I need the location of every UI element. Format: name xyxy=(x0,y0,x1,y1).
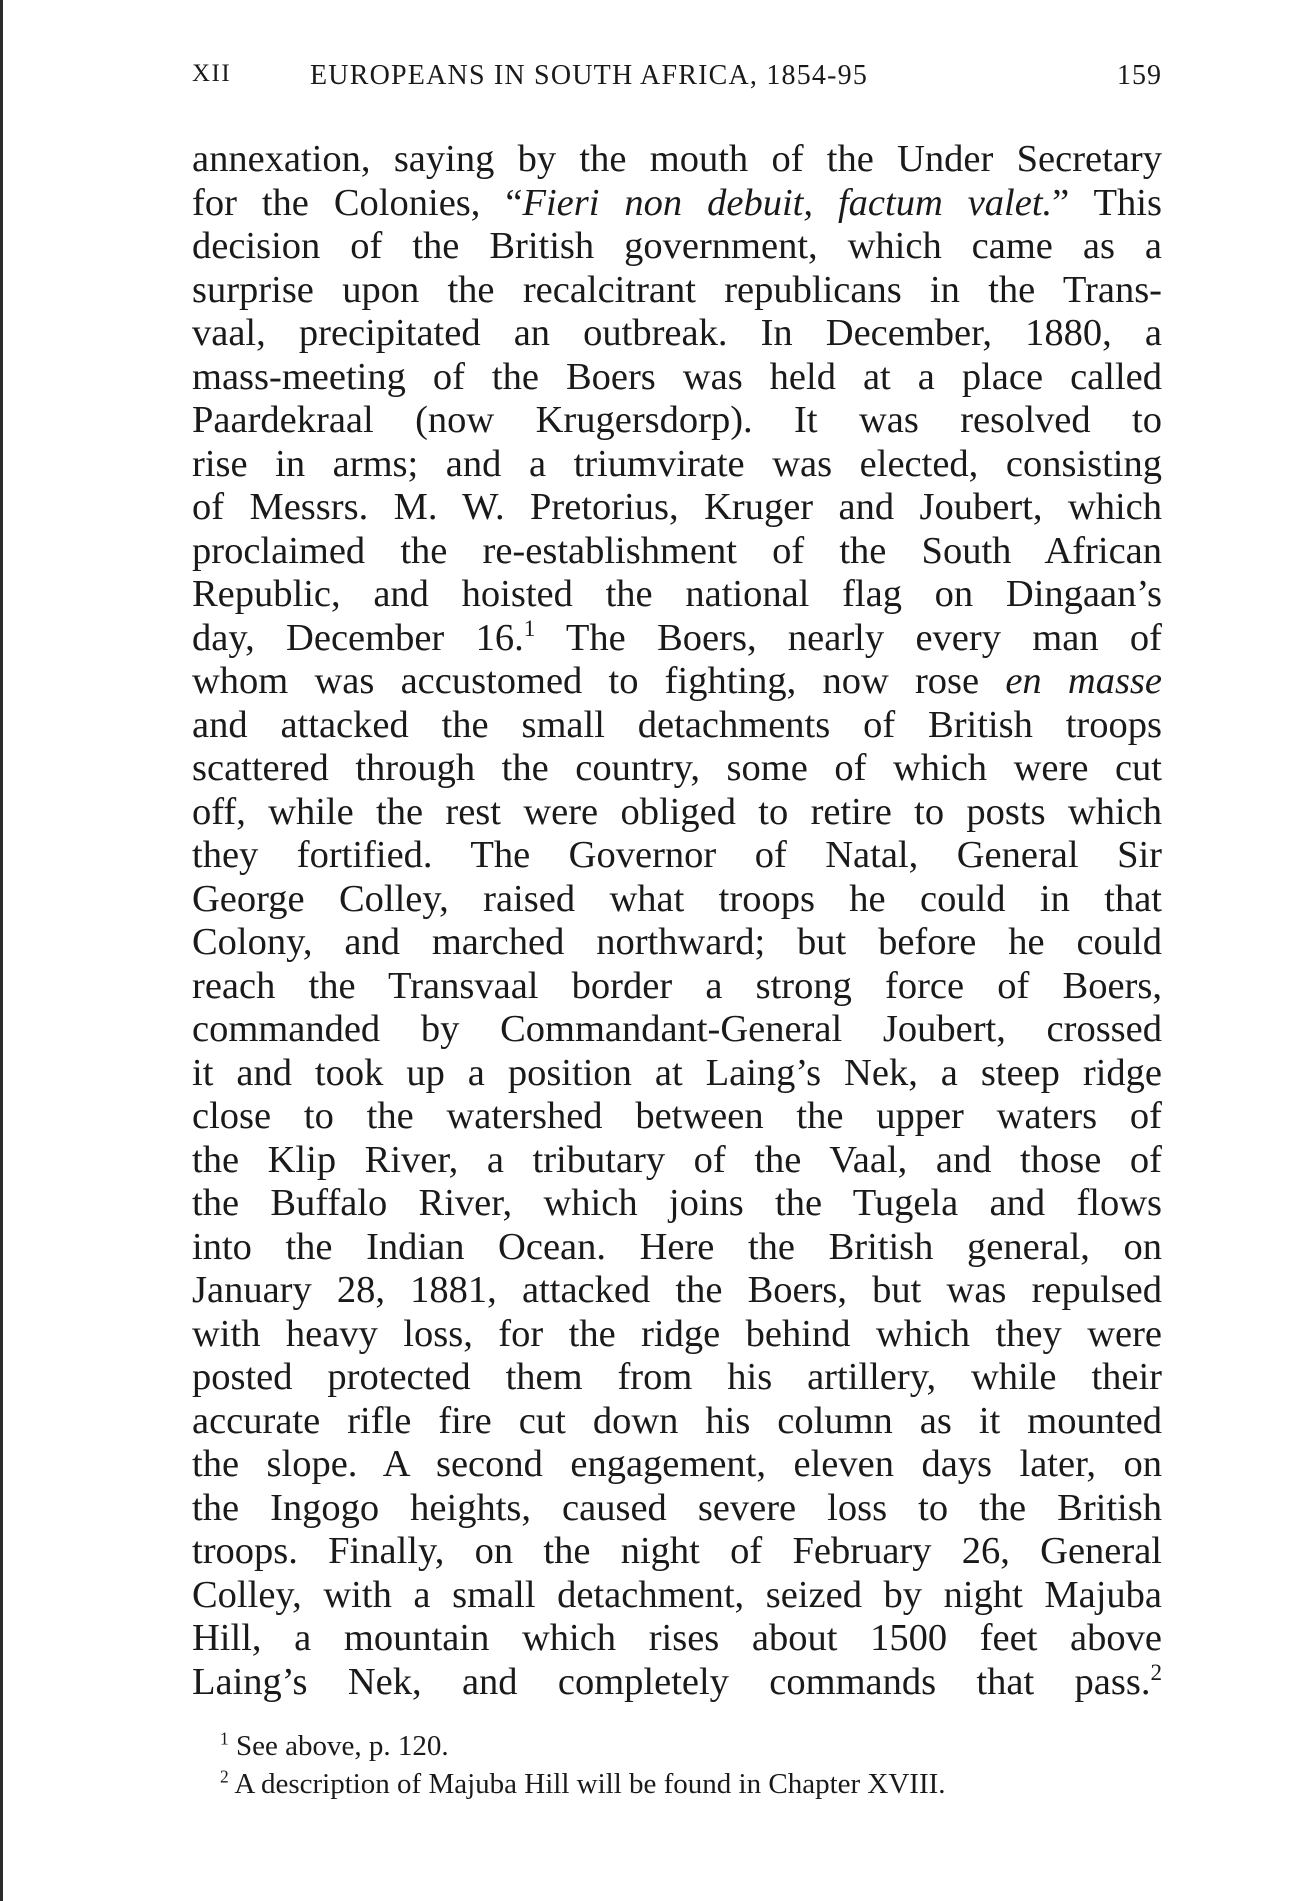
text-line: off, while the rest were obliged to retire to posts which xyxy=(192,790,1162,833)
text-line: reach the Transvaal border a strong force of Boers, xyxy=(192,964,1162,1007)
text-line: January 28, 1881, attacked the Boers, but was repulsed xyxy=(192,1269,1162,1311)
text-line: mass-meeting of the Boers was held at a place called xyxy=(192,355,1162,398)
text-line: it and took up a position at Laing’s Nek, a steep ridge xyxy=(192,1051,1162,1094)
footnote-text: See above, p. 120. xyxy=(235,1730,449,1762)
text-line: surprise upon the recalcitrant republicans in the Trans- xyxy=(192,268,1162,311)
text-line: Hill, a mountain which rises about 1500 feet above xyxy=(192,1617,1162,1659)
text-line: Colley, with a small detachment, seized by night Majuba xyxy=(192,1573,1162,1616)
text-line: of Messrs. M. W. Pretorius, Kruger and Joubert, which xyxy=(192,486,1162,528)
text-line: proclaimed the re-establishment of the South African xyxy=(192,529,1162,572)
text-span: for the Colonies, “ xyxy=(192,181,523,224)
text-line: the Ingogo heights, caused severe loss to the British xyxy=(192,1486,1162,1529)
text-line xyxy=(192,660,1162,704)
footnotes xyxy=(192,1727,1162,1803)
text-line: the slope. A second engagement, eleven days later, on xyxy=(192,1443,1162,1485)
text-line: and attacked the small detachments of British troops xyxy=(192,703,1162,746)
text-line: accurate rifle fire cut down his column as it mounted xyxy=(192,1399,1162,1442)
text-span: whom was accustomed to fighting, now rose xyxy=(192,660,1006,702)
text-span: The Boers, nearly every man of xyxy=(535,616,1163,659)
text-line: George Colley, raised what troops he could in that xyxy=(192,877,1162,920)
text-line: scattered through the country, some of which were cut xyxy=(192,747,1162,789)
text-line: vaal, precipitated an outbreak. In December, 1880, a xyxy=(192,312,1162,354)
text-line: annexation, saying by the mouth of the Under Secretary xyxy=(192,138,1162,180)
running-head xyxy=(192,60,1162,100)
text-line: Paardekraal (now Krugersdorp). It was resolved to xyxy=(192,399,1162,441)
footnote-marker: 1 xyxy=(220,1728,229,1749)
text-line xyxy=(192,614,1163,661)
text-line: into the Indian Ocean. Here the British general, on xyxy=(192,1225,1162,1268)
text-line: troops. Finally, on the night of February 26, General xyxy=(192,1530,1162,1572)
text-line: posted protected them from his artillery, while their xyxy=(192,1356,1162,1398)
text-line: Republic, and hoisted the national flag on Dingaan’s xyxy=(192,573,1162,615)
footnote-text: A description of Majuba Hill will be found in Chapter XVIII. xyxy=(234,1768,946,1800)
running-title: EUROPEANS IN SOUTH AFRICA, 1854-95 xyxy=(310,60,869,91)
text-line: Colony, and marched northward; but before he could xyxy=(192,921,1162,963)
text-line: the Klip River, a tributary of the Vaal, and those of xyxy=(192,1138,1162,1181)
en-masse-phrase: en masse xyxy=(1005,660,1162,702)
footnote-reference-1: 1 xyxy=(523,614,536,641)
text-line xyxy=(192,1658,1162,1705)
body-text xyxy=(192,138,1162,1704)
text-line: rise in arms; and a triumvirate was elected, consisting xyxy=(192,442,1162,485)
text-line: close to the watershed between the upper waters of xyxy=(192,1095,1162,1137)
latin-phrase: Fieri non debuit, factum valet. xyxy=(522,181,1053,224)
text-line: commanded by Commandant-General Joubert, crossed xyxy=(192,1008,1162,1050)
text-line: the Buffalo River, which joins the Tugela and flows xyxy=(192,1182,1162,1224)
footnote-marker: 2 xyxy=(220,1766,229,1787)
chapter-number: XII xyxy=(192,60,232,87)
binding-edge-line xyxy=(0,0,3,1901)
text-span: Laing’s Nek, and completely commands that pass. xyxy=(192,1660,1151,1703)
text-line: they fortified. The Governor of Natal, General Sir xyxy=(192,834,1162,876)
footnote-2 xyxy=(192,1765,1162,1803)
text-line xyxy=(192,182,1162,226)
footnote-1 xyxy=(192,1727,1162,1765)
text-line: with heavy loss, for the ridge behind which they were xyxy=(192,1312,1162,1355)
page-number: 159 xyxy=(1117,60,1162,91)
footnote-reference-2: 2 xyxy=(1150,1658,1162,1685)
text-span: ” This xyxy=(1052,181,1162,224)
text-span: day, December 16. xyxy=(192,616,524,659)
text-line: decision of the British government, which came as a xyxy=(192,225,1162,267)
